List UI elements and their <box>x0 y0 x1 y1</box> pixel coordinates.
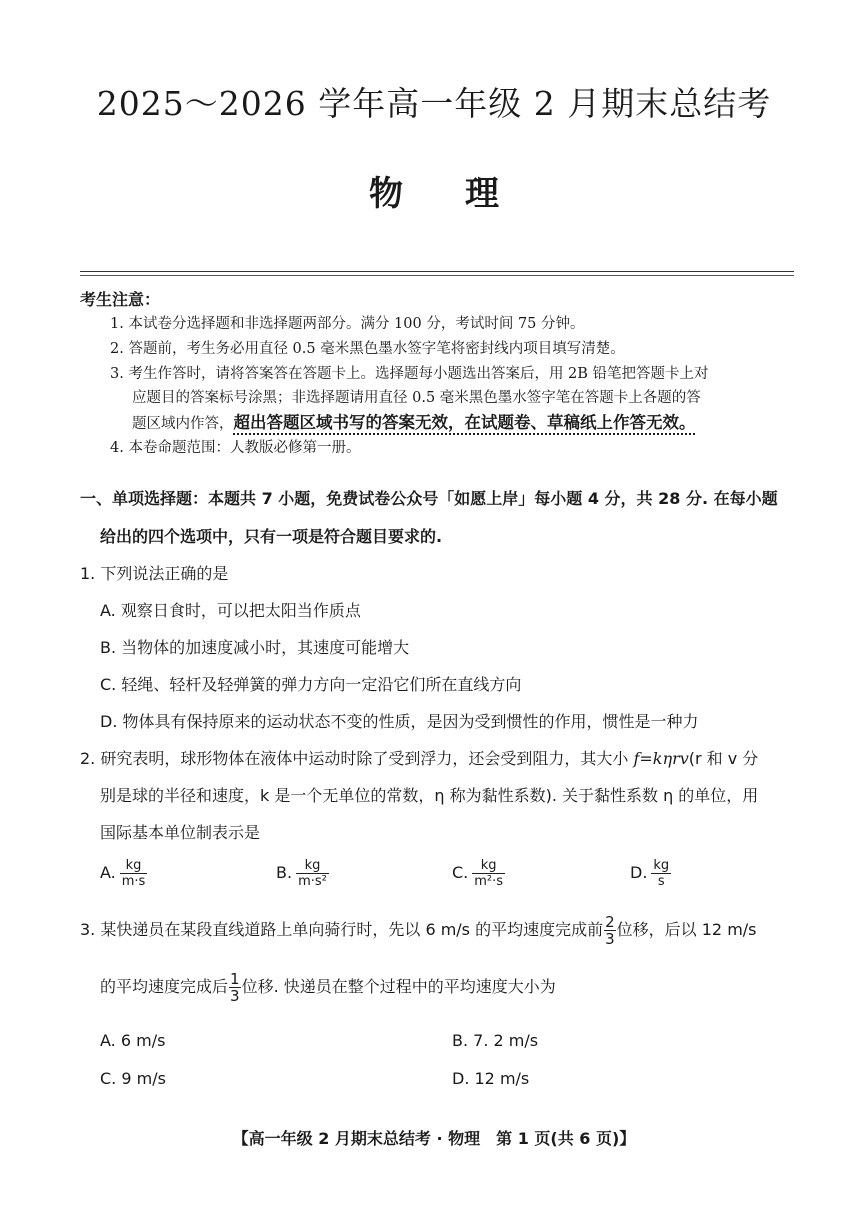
fraction-two-thirds <box>604 914 616 947</box>
fraction-denominator: 3 <box>605 930 615 948</box>
question-1-option-b: B. 当物体的加速度减小时，其速度可能增大 <box>100 638 410 657</box>
exam-title: 2025～2026 学年高一年级 2 月期末总结考 <box>96 84 772 123</box>
question-2-option-d <box>630 858 671 889</box>
notice-emphasis: 超出答题区域书写的答案无效，在试题卷、草稿纸上作答无效。 <box>233 413 696 432</box>
question-1-option-d: D. 物体具有保持原来的运动状态不变的性质，是因为受到惯性的作用，惯性是一种力 <box>100 712 699 731</box>
question-3-text: 3. 某快递员在某段直线道路上单向骑行时，先以 6 m/s 的平均速度完成前 <box>80 920 604 939</box>
question-3-option-b: B. 7. 2 m/s <box>452 1031 539 1050</box>
notice-item-3-prefix: 题区域内作答， <box>132 416 234 432</box>
question-2-text: 2. 研究表明，球形物体在液体中运动时除了受到浮力，还会受到阻力，其大小 <box>80 749 634 768</box>
question-2-line-3: 国际基本单位制表示是 <box>100 823 261 842</box>
fraction-numerator: kg <box>472 858 505 874</box>
fraction-denominator: m·s² <box>298 874 327 889</box>
question-1-option-a: A. 观察日食时，可以把太阳当作质点 <box>100 601 361 620</box>
question-2-option-b <box>276 858 329 889</box>
fraction-numerator: 2 <box>605 913 615 931</box>
fraction-denominator: 3 <box>230 987 240 1005</box>
header-divider <box>80 271 794 272</box>
question-3-text-2-cont: 位移. 快递员在整个过程中的平均速度大小为 <box>241 977 556 996</box>
section-heading-line-1: 一、单项选择题：本题共 7 小题，免费试卷公众号「如愿上岸」每小题 4 分，共 28 分. 在每小题 <box>80 489 778 508</box>
option-label: C. <box>452 863 469 882</box>
fraction-numerator: kg <box>120 858 148 874</box>
notice-heading: 考生注意： <box>80 290 161 309</box>
notice-item-3-line-2: 应题目的答案标号涂黑；非选择题请用直径 0.5 毫米黑色墨水签字笔在答题卡上各题的答 <box>132 390 701 406</box>
section-heading-line-2: 给出的四个选项中，只有一项是符合题目要求的. <box>100 527 443 546</box>
question-2-option-c <box>452 858 505 889</box>
question-2-option-a <box>100 858 147 889</box>
question-3-option-c: C. 9 m/s <box>100 1069 166 1088</box>
option-label: B. <box>276 863 293 882</box>
question-1-stem: 1. 下列说法正确的是 <box>80 564 229 583</box>
notice-item-2: 2. 答题前，考生务必用直径 0.5 毫米黑色墨水签字笔将密封线内项目填写清楚。 <box>110 341 625 357</box>
subject-title: 物理 <box>369 174 561 214</box>
question-3-option-a: A. 6 m/s <box>100 1031 166 1050</box>
notice-item-1: 1. 本试卷分选择题和非选择题两部分。满分 100 分，考试时间 75 分钟。 <box>110 316 585 332</box>
fraction-one-third <box>229 971 241 1004</box>
unit-fraction <box>296 858 329 889</box>
fraction-denominator: m·s <box>121 874 146 889</box>
unit-fraction <box>120 858 148 889</box>
unit-fraction <box>472 858 505 889</box>
header-divider-thin <box>80 275 794 276</box>
question-3-line-1 <box>80 914 757 947</box>
notice-item-4: 4. 本卷命题范围：人教版必修第一册。 <box>110 440 361 456</box>
question-3-option-d: D. 12 m/s <box>452 1069 530 1088</box>
drag-formula: f=kηrv <box>633 749 689 768</box>
notice-item-3-line-3 <box>132 409 696 433</box>
option-label: A. <box>100 863 116 882</box>
question-2-line-2: 别是球的半径和速度，k 是一个无单位的常数，η 称为黏性系数). 关于黏性系数 η 的单位，用 <box>100 786 759 805</box>
page-footer: 【高一年级 2 月期末总结考 · 物理 第 1 页(共 6 页)】 <box>232 1129 636 1148</box>
question-3-text-2: 的平均速度完成后 <box>100 977 229 996</box>
question-3-line-2 <box>100 971 556 1004</box>
question-1-option-c: C. 轻绳、轻杆及轻弹簧的弹力方向一定沿它们所在直线方向 <box>100 675 522 694</box>
fraction-numerator: kg <box>653 858 670 873</box>
fraction-numerator: kg <box>296 858 329 874</box>
unit-fraction <box>651 858 671 889</box>
fraction-denominator: s <box>657 874 665 889</box>
notice-item-3-line-1: 3. 考生作答时，请将答案答在答题卡上。选择题每小题选出答案后，用 2B 铅笔把答题卡上对 <box>110 366 709 382</box>
option-label: D. <box>630 863 648 882</box>
fraction-numerator: 1 <box>230 970 240 988</box>
question-3-text-cont: 位移，后以 12 m/s <box>616 920 757 939</box>
question-2-text-cont: (r 和 v 分 <box>688 749 759 768</box>
fraction-denominator: m²·s <box>474 874 504 889</box>
question-2-line-1 <box>80 746 758 769</box>
